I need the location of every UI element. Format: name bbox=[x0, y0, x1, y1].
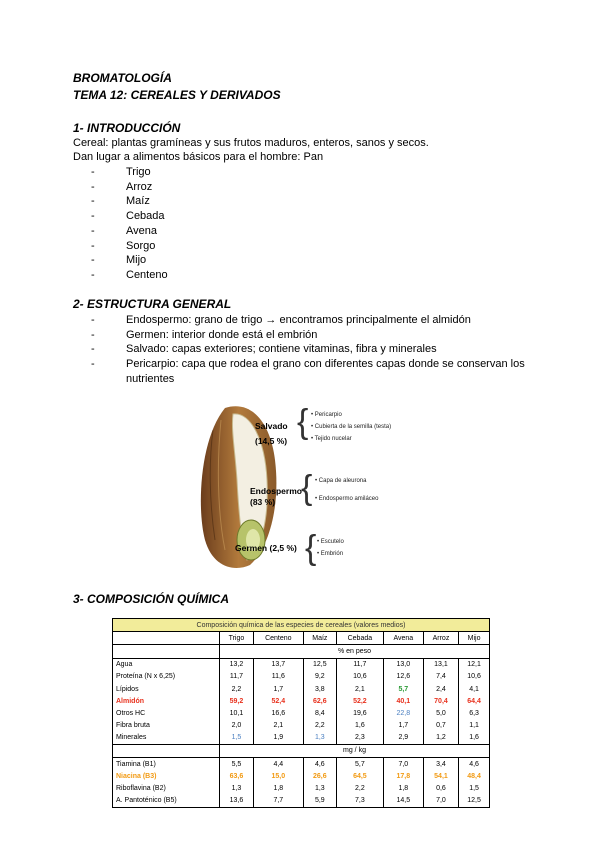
salvado-parts: • Pericarpio • Cubierta de la semilla (testa) • Tejido nucelar bbox=[311, 412, 392, 442]
list-item: - Germen: interior donde está el embrión bbox=[91, 328, 318, 341]
salvado-brace-icon: { bbox=[297, 403, 309, 441]
table-row bbox=[113, 795, 490, 808]
table-cell: 12,1 bbox=[459, 658, 490, 671]
table-cell: 12,6 bbox=[383, 671, 423, 683]
table-cell: 11,6 bbox=[253, 671, 303, 683]
table-cell: 52,4 bbox=[253, 695, 303, 707]
table-cell: 5,0 bbox=[423, 707, 458, 719]
table-cell: 40,1 bbox=[383, 695, 423, 707]
table-cell: 64,4 bbox=[459, 695, 490, 707]
table-cell: 3,4 bbox=[423, 758, 458, 771]
table-cell: 19,6 bbox=[336, 707, 383, 719]
table-cell: 5,7 bbox=[336, 758, 383, 771]
list-item: - Sorgo bbox=[91, 239, 156, 252]
endospermo-brace-icon: { bbox=[301, 469, 313, 507]
table-cell: 5,9 bbox=[303, 795, 336, 808]
section1-line2: Dan lugar a alimentos básicos para el hombre: Pan bbox=[73, 151, 324, 163]
list-item: - Mijo bbox=[91, 254, 147, 267]
list-item: - Endospermo: grano de trigo → encontramos principalmente el almidón bbox=[91, 314, 471, 326]
table-row bbox=[113, 695, 490, 707]
table-cell: 2,2 bbox=[303, 720, 336, 732]
table-cell: 4,4 bbox=[253, 758, 303, 771]
table-cell: 13,1 bbox=[423, 658, 458, 671]
column-header: Avena bbox=[383, 632, 423, 645]
table-cell: 13,0 bbox=[383, 658, 423, 671]
table-cell: 6,3 bbox=[459, 707, 490, 719]
table-cell: 1,5 bbox=[459, 782, 490, 794]
table-cell: 0,6 bbox=[423, 782, 458, 794]
table-cell: 1,6 bbox=[459, 732, 490, 745]
table-cell: 1,7 bbox=[383, 720, 423, 732]
table-cell: 1,9 bbox=[253, 732, 303, 745]
table-cell: 12,5 bbox=[459, 795, 490, 808]
table-cell: 2,2 bbox=[336, 782, 383, 794]
column-header: Arroz bbox=[423, 632, 458, 645]
table-cell: 11,7 bbox=[336, 658, 383, 671]
germen-brace-icon: { bbox=[305, 529, 317, 567]
table-cell: 63,6 bbox=[220, 770, 254, 782]
table-cell: 2,2 bbox=[220, 683, 254, 695]
unit-spacer bbox=[113, 645, 220, 658]
table-cell: 1,3 bbox=[303, 782, 336, 794]
table-cell: 0,7 bbox=[423, 720, 458, 732]
endospermo-label: Endospermo bbox=[250, 486, 302, 496]
table-cell: 8,4 bbox=[303, 707, 336, 719]
row-label: Minerales bbox=[113, 732, 220, 745]
table-cell: 5,7 bbox=[383, 683, 423, 695]
list-item: - Maíz bbox=[91, 195, 150, 208]
table-cell: 1,1 bbox=[459, 720, 490, 732]
table-cell: 17,8 bbox=[383, 770, 423, 782]
table-cell: 11,7 bbox=[220, 671, 254, 683]
column-header: Trigo bbox=[220, 632, 254, 645]
germen-parts: • Escutelo • Embrión bbox=[317, 539, 344, 557]
table-cell: 1,8 bbox=[253, 782, 303, 794]
column-header: Maíz bbox=[303, 632, 336, 645]
table-cell: 22,8 bbox=[383, 707, 423, 719]
composition-table bbox=[112, 618, 490, 808]
table-cell: 59,2 bbox=[220, 695, 254, 707]
row-label: Riboflavina (B2) bbox=[113, 782, 220, 794]
cereal-list bbox=[91, 165, 168, 283]
germen-label: Germen (2,5 %) bbox=[235, 543, 297, 553]
table-cell: 7,4 bbox=[423, 671, 458, 683]
table-cell: 54,1 bbox=[423, 770, 458, 782]
table-cell: 7,3 bbox=[336, 795, 383, 808]
table-cell: 1,6 bbox=[336, 720, 383, 732]
table-cell: 13,7 bbox=[253, 658, 303, 671]
table-cell: 10,6 bbox=[336, 671, 383, 683]
list-item: - Salvado: capas exteriores; contiene vitaminas, fibra y minerales bbox=[91, 343, 437, 356]
table-cell: 1,3 bbox=[303, 732, 336, 745]
table-cell: 2,3 bbox=[336, 732, 383, 745]
table-row bbox=[113, 707, 490, 719]
table-row bbox=[113, 720, 490, 732]
row-label: Lípidos bbox=[113, 683, 220, 695]
table-cell: 13,6 bbox=[220, 795, 254, 808]
row-label: Otros HC bbox=[113, 707, 220, 719]
table-title: Composición química de las especies de cereales (valores medios) bbox=[113, 619, 490, 632]
section1-title: 1- INTRODUCCIÓN bbox=[73, 121, 181, 135]
row-label: Almidón bbox=[113, 695, 220, 707]
structure-list bbox=[91, 313, 531, 387]
table-body-percent bbox=[113, 658, 490, 744]
table-cell: 12,5 bbox=[303, 658, 336, 671]
unit-label: mg / kg bbox=[220, 744, 490, 757]
table-row bbox=[113, 770, 490, 782]
unit-label: % en peso bbox=[220, 645, 490, 658]
list-item: - Cebada bbox=[91, 210, 165, 223]
table-cell: 2,9 bbox=[383, 732, 423, 745]
row-label: Proteína (N x 6,25) bbox=[113, 671, 220, 683]
table-body-mgkg bbox=[113, 758, 490, 808]
table-cell: 5,5 bbox=[220, 758, 254, 771]
table-cell: 7,0 bbox=[423, 795, 458, 808]
row-label: Fibra bruta bbox=[113, 720, 220, 732]
table-cell: 1,8 bbox=[383, 782, 423, 794]
table-cell: 64,5 bbox=[336, 770, 383, 782]
table-cell: 62,6 bbox=[303, 695, 336, 707]
row-label: Tiamina (B1) bbox=[113, 758, 220, 771]
table-row bbox=[113, 658, 490, 671]
row-label: A. Pantoténico (B5) bbox=[113, 795, 220, 808]
table-cell: 4,6 bbox=[459, 758, 490, 771]
table-cell: 1,5 bbox=[220, 732, 254, 745]
column-header: Centeno bbox=[253, 632, 303, 645]
salvado-label: Salvado bbox=[255, 421, 288, 431]
list-item: - Trigo bbox=[91, 166, 151, 178]
table-cell: 9,2 bbox=[303, 671, 336, 683]
section3-title: 3- COMPOSICIÓN QUÍMICA bbox=[73, 592, 230, 606]
table-cell: 3,8 bbox=[303, 683, 336, 695]
list-item: - Arroz bbox=[91, 180, 153, 193]
table-cell: 15,0 bbox=[253, 770, 303, 782]
table-cell: 14,5 bbox=[383, 795, 423, 808]
table-cell: 7,7 bbox=[253, 795, 303, 808]
column-header: Cebada bbox=[336, 632, 383, 645]
row-label: Agua bbox=[113, 658, 220, 671]
list-item: - Centeno bbox=[91, 268, 168, 281]
table-cell: 2,1 bbox=[336, 683, 383, 695]
table-cell: 1,2 bbox=[423, 732, 458, 745]
salvado-percent: (14,5 %) bbox=[255, 436, 288, 446]
document-subject: BROMATOLOGÍA bbox=[73, 71, 172, 85]
row-label: Niacina (B3) bbox=[113, 770, 220, 782]
section1-line1: Cereal: plantas gramíneas y sus frutos maduros, enteros, sanos y secos. bbox=[73, 137, 429, 149]
unit-spacer bbox=[113, 744, 220, 757]
table-row bbox=[113, 671, 490, 683]
endospermo-parts: • Capa de aleurona • Endospermo amiláceo bbox=[315, 478, 379, 502]
list-item: - Avena bbox=[91, 224, 157, 237]
table-cell: 70,4 bbox=[423, 695, 458, 707]
table-cell: 48,4 bbox=[459, 770, 490, 782]
table-cell: 2,4 bbox=[423, 683, 458, 695]
section2-title: 2- ESTRUCTURA GENERAL bbox=[73, 297, 232, 311]
endospermo-percent: (83 %) bbox=[250, 497, 276, 507]
list-item: - Pericarpio: capa que rodea el grano con diferentes capas donde se conservan los nutrientes bbox=[91, 358, 525, 385]
table-cell: 26,6 bbox=[303, 770, 336, 782]
table-cell: 4,6 bbox=[303, 758, 336, 771]
column-header: Mijo bbox=[459, 632, 490, 645]
table-cell: 10,1 bbox=[220, 707, 254, 719]
document-topic: TEMA 12: CEREALES Y DERIVADOS bbox=[73, 88, 281, 102]
wheat-grain-figure bbox=[195, 400, 405, 575]
table-corner bbox=[113, 632, 220, 645]
table-cell: 13,2 bbox=[220, 658, 254, 671]
table-row bbox=[113, 758, 490, 771]
table-cell: 10,6 bbox=[459, 671, 490, 683]
table-cell: 1,3 bbox=[220, 782, 254, 794]
table-cell: 2,0 bbox=[220, 720, 254, 732]
table-row bbox=[113, 683, 490, 695]
table-cell: 7,0 bbox=[383, 758, 423, 771]
table-cell: 16,6 bbox=[253, 707, 303, 719]
table-cell: 1,7 bbox=[253, 683, 303, 695]
table-cell: 2,1 bbox=[253, 720, 303, 732]
table-cell: 52,2 bbox=[336, 695, 383, 707]
table-row bbox=[113, 782, 490, 794]
table-row bbox=[113, 732, 490, 745]
table-cell: 4,1 bbox=[459, 683, 490, 695]
